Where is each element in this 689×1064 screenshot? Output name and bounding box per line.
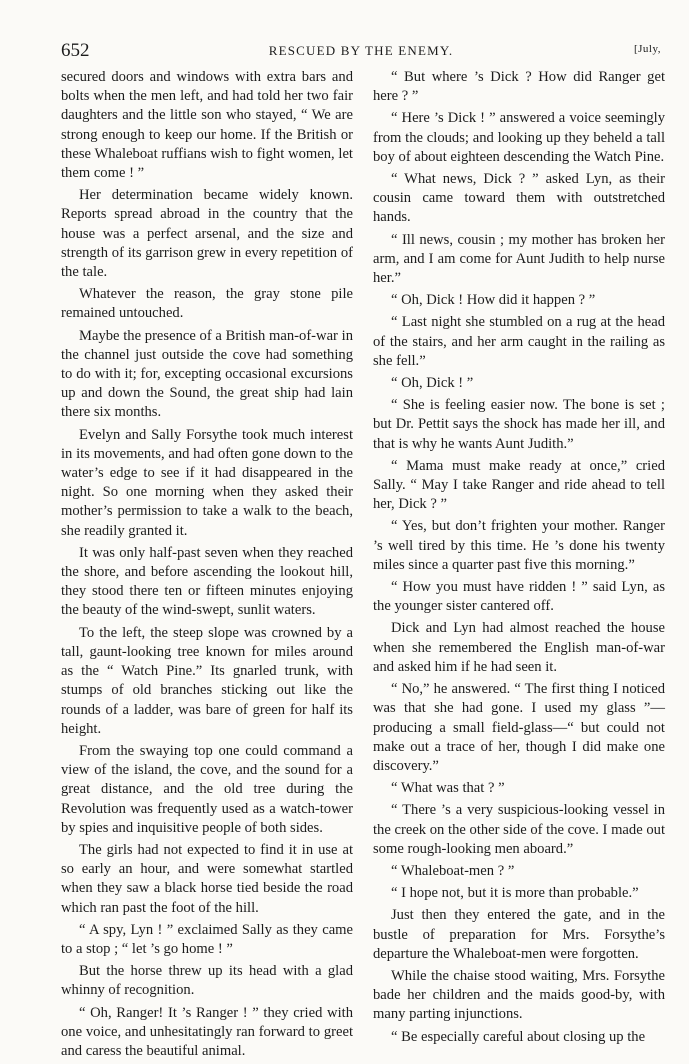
paragraph: The girls had not expected to find it in use at so early an hour, and were somewhat startled when they saw a black horse tied beside the road which ran past the foot of the hill. — [61, 841, 353, 916]
paragraph: From the swaying top one could command a view of the island, the cove, and the sound for a great distance, and the old tree during the Revolution was frequently used as a watch-tower by spies and inquisitive people of both sides. — [61, 742, 353, 836]
paragraph: “ Ill news, cousin ; my mother has broken her arm, and I am come for Aunt Judith to help nurse her.” — [373, 231, 665, 287]
paragraph: While the chaise stood waiting, Mrs. Forsythe bade her children and the maids good-by, with many parting injunctions. — [373, 967, 665, 1023]
paragraph: Her determination became widely known. Reports spread abroad in the country that the house was a perfect arsenal, and the size and strength of its garrison grew in every repetition of the tale. — [61, 187, 353, 281]
paragraph: Whatever the reason, the gray stone pile remained untouched. — [61, 286, 353, 322]
paragraph: “ Mama must make ready at once,” cried Sally. “ May I take Ranger and ride ahead to tell her, Dick ? ” — [373, 457, 665, 513]
paragraph: “ Oh, Dick ! How did it happen ? ” — [391, 292, 596, 309]
paragraph: “ There ’s a very suspicious-looking vessel in the creek on the other side of the cove. I made out some rough-looking men aboard.” — [373, 802, 665, 857]
header-month: [July, — [633, 43, 661, 55]
paragraph: Maybe the presence of a British man-of-war in the channel just outside the cove had something to do with it; for, excepting occasional excursions up and down the Sound, the great ship had lain there six months. — [61, 327, 353, 421]
paragraph: “ What news, Dick ? ” asked Lyn, as their cousin came toward them with outstretched hands. — [373, 171, 665, 226]
paragraph: But the horse threw up its head with a glad whinny of recognition. — [61, 963, 353, 999]
paragraph: “ What was that ? ” — [391, 780, 505, 797]
paragraph: “ No,” he answered. “ The first thing I noticed was that she had gone. I used my glass ”—producing a small field-glass—“ but could not make out a trace of her, though I did make one discovery.” — [373, 681, 665, 774]
paragraph: Dick and Lyn had almost reached the house when she remembered the English man-of-war and asked him if he had seen it. — [373, 620, 665, 675]
paragraph: secured doors and windows with extra bars and bolts when the men left, and had told her two fair daughters and the little son who stayed, “ We are strong enough to keep our home. If the British or these Whaleboat ruffians wish to fight women, let them come ! ” — [61, 69, 353, 182]
paragraph: “ A spy, Lyn ! ” exclaimed Sally as they came to a stop ; “ let ’s go home ! ” — [61, 921, 353, 957]
page-number: 652 — [61, 40, 90, 61]
paragraph: Just then they entered the gate, and in the bustle of preparation for Mrs. Forsythe’s departure the Whaleboat-men were forgotten. — [373, 907, 665, 962]
page-header — [61, 40, 661, 62]
paragraph: “ Yes, but don’t frighten your mother. Ranger ’s well tired by this time. He ’s done his twenty miles since a quarter past five this morning.” — [373, 518, 665, 573]
paragraph: “ Oh, Ranger! It ’s Ranger ! ” they cried with one voice, and unhesitatingly ran forward to greet and caress the beautiful animal. — [61, 1004, 353, 1059]
paragraph: “ Be especially careful about closing up the — [391, 1028, 646, 1045]
paragraph: “ How you must have ridden ! ” said Lyn, as the younger sister cantered off. — [373, 579, 665, 615]
right-column — [373, 68, 665, 1050]
paragraph: “ Oh, Dick ! ” — [391, 375, 474, 392]
paragraph: “ Here ’s Dick ! ” answered a voice seemingly from the clouds; and looking up they beheld a tall boy of about eighteen descending the Watch Pine. — [373, 110, 665, 165]
paragraph: Evelyn and Sally Forsythe took much interest in its movements, and had often gone down to the water’s edge to see if it had disappeared in the night. So one morning when they asked their mother’s permission to take a walk to the beach, she readily granted it. — [61, 426, 353, 539]
paragraph: “ I hope not, but it is more than probable.” — [391, 885, 639, 902]
paragraph: To the left, the steep slope was crowned by a tall, gaunt-looking tree known for miles around as the “ Watch Pine.” Its gnarled trunk, with stumps of old branches sticking out like the rounds of a ladder, was bare of green for half its height. — [61, 624, 353, 737]
paragraph: “ Last night she stumbled on a rug at the head of the stairs, and her arm caught in the railing as she fell.” — [373, 314, 665, 369]
left-column — [61, 68, 353, 1064]
paragraph: “ She is feeling easier now. The bone is set ; but Dr. Pettit says the shock has made her ill, and that is why he wants Aunt Judith.” — [373, 397, 665, 452]
running-title: RESCUED BY THE ENEMY. — [268, 43, 454, 58]
paragraph: “ Whaleboat-men ? ” — [391, 862, 515, 879]
paragraph: It was only half-past seven when they reached the shore, and before ascending the lookout hill, they stood there ten or fifteen minutes enjoying the beauty of the wind-swept, sunlit waters. — [61, 544, 353, 619]
paragraph: “ But where ’s Dick ? How did Ranger get here ? ” — [373, 69, 665, 105]
